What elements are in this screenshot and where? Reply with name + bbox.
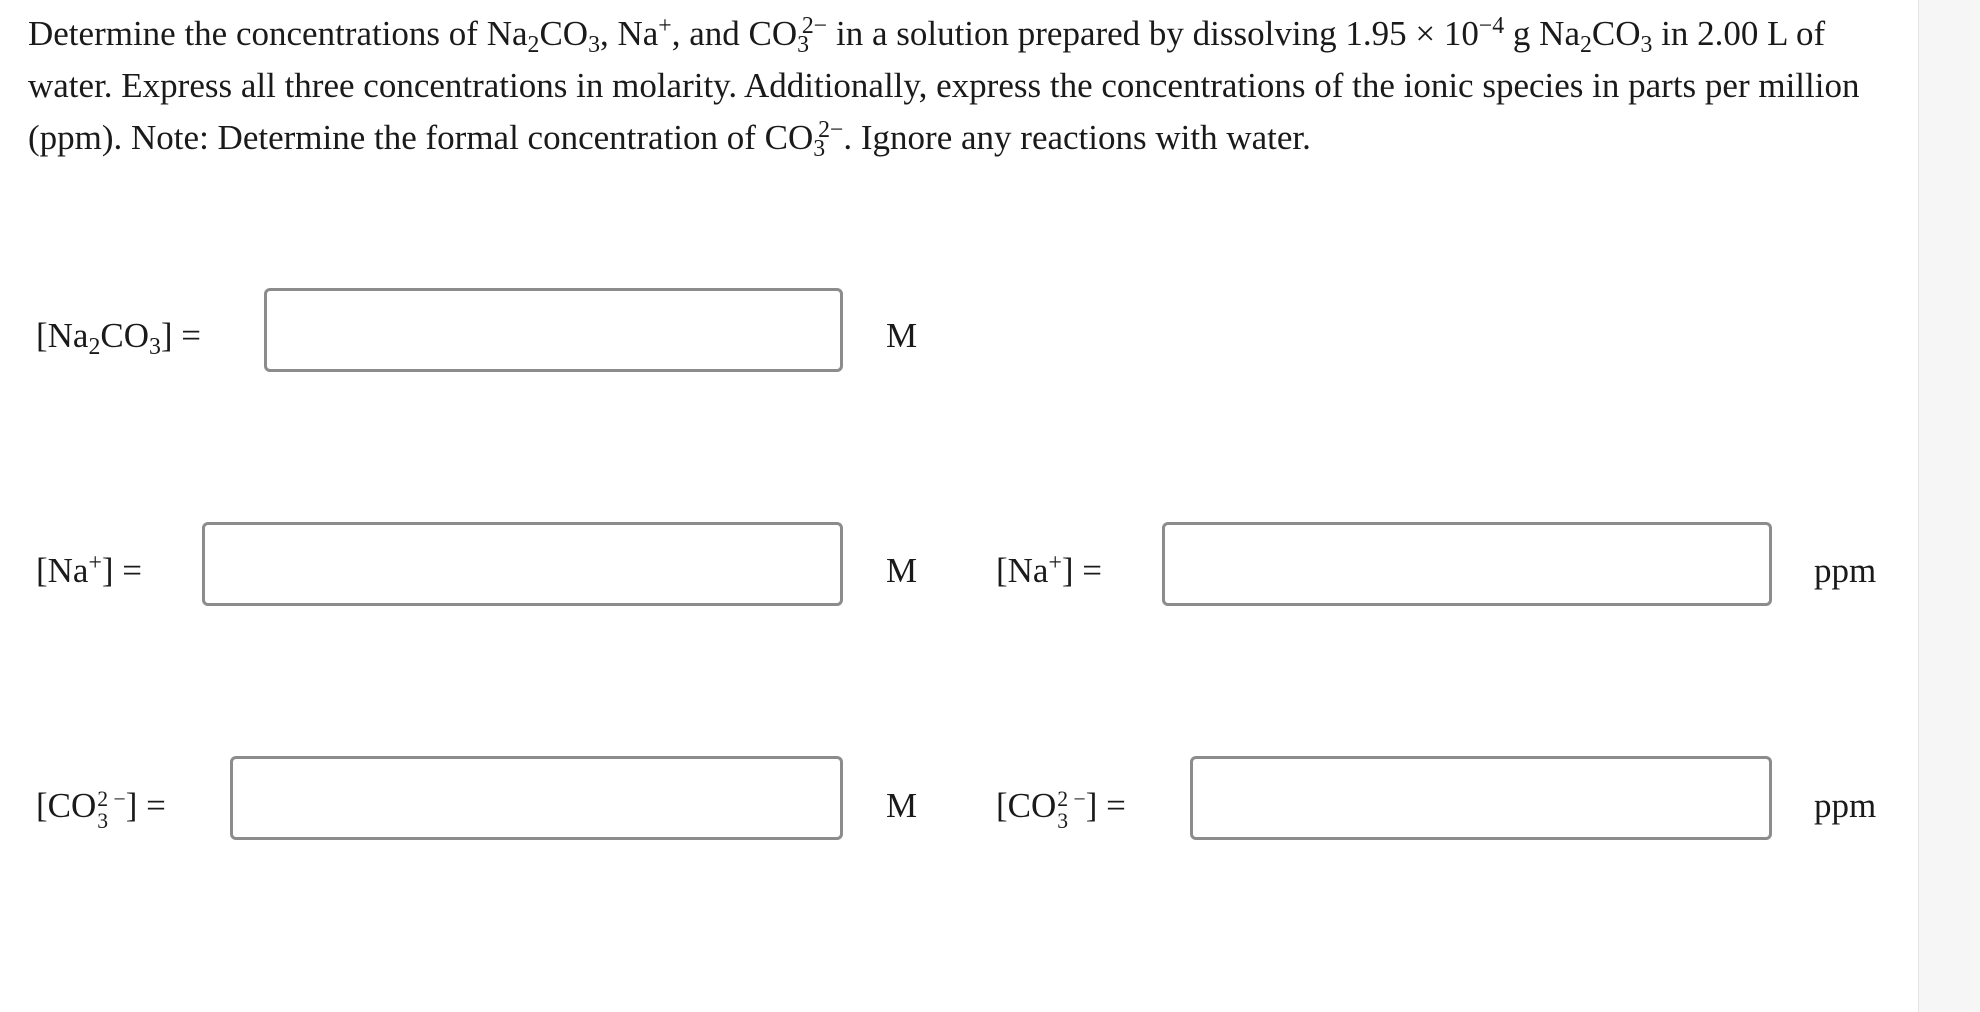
na2co3-molarity-input[interactable] <box>264 288 843 372</box>
problem-statement: Determine the concentrations of $Na_2CO_3$, Na+, and $CO_3^{2-}$ in a solution prepared by dissolving $1.95 \times 10^{-4}$ g $Na_2CO_3$ in 2.00 L of water. Express all three concentrations in molarity. Additionally, express the concentrations of the ionic species in parts per million (ppm). Note: Determine the formal concentration of $CO_3^{2-}$. Ignore any reactions with water. <box>28 12 1860 162</box>
scrollbar-track[interactable] <box>1918 0 1980 1012</box>
na2co3-label: $[Na_2CO_3]$ = <box>36 316 202 360</box>
co3-ppm-label: [CO 2 − 3 ] = <box>996 786 1126 834</box>
na-molarity-unit: M <box>886 551 918 590</box>
na-molarity-label: [Na+] = <box>36 549 143 590</box>
na-ppm-label: [Na+] = <box>996 549 1103 590</box>
na-ppm-input[interactable] <box>1162 522 1772 606</box>
co3-ppm-input[interactable] <box>1190 756 1772 840</box>
co3-ppm-unit: ppm <box>1814 786 1877 825</box>
co3-molarity-input[interactable] <box>230 756 843 840</box>
na-molarity-input[interactable] <box>202 522 843 606</box>
na2co3-unit: M <box>886 316 918 355</box>
co3-molarity-label: [CO 2 − 3 ] = <box>36 786 166 834</box>
co3-molarity-unit: M <box>886 786 918 825</box>
na-ppm-unit: ppm <box>1814 551 1877 590</box>
